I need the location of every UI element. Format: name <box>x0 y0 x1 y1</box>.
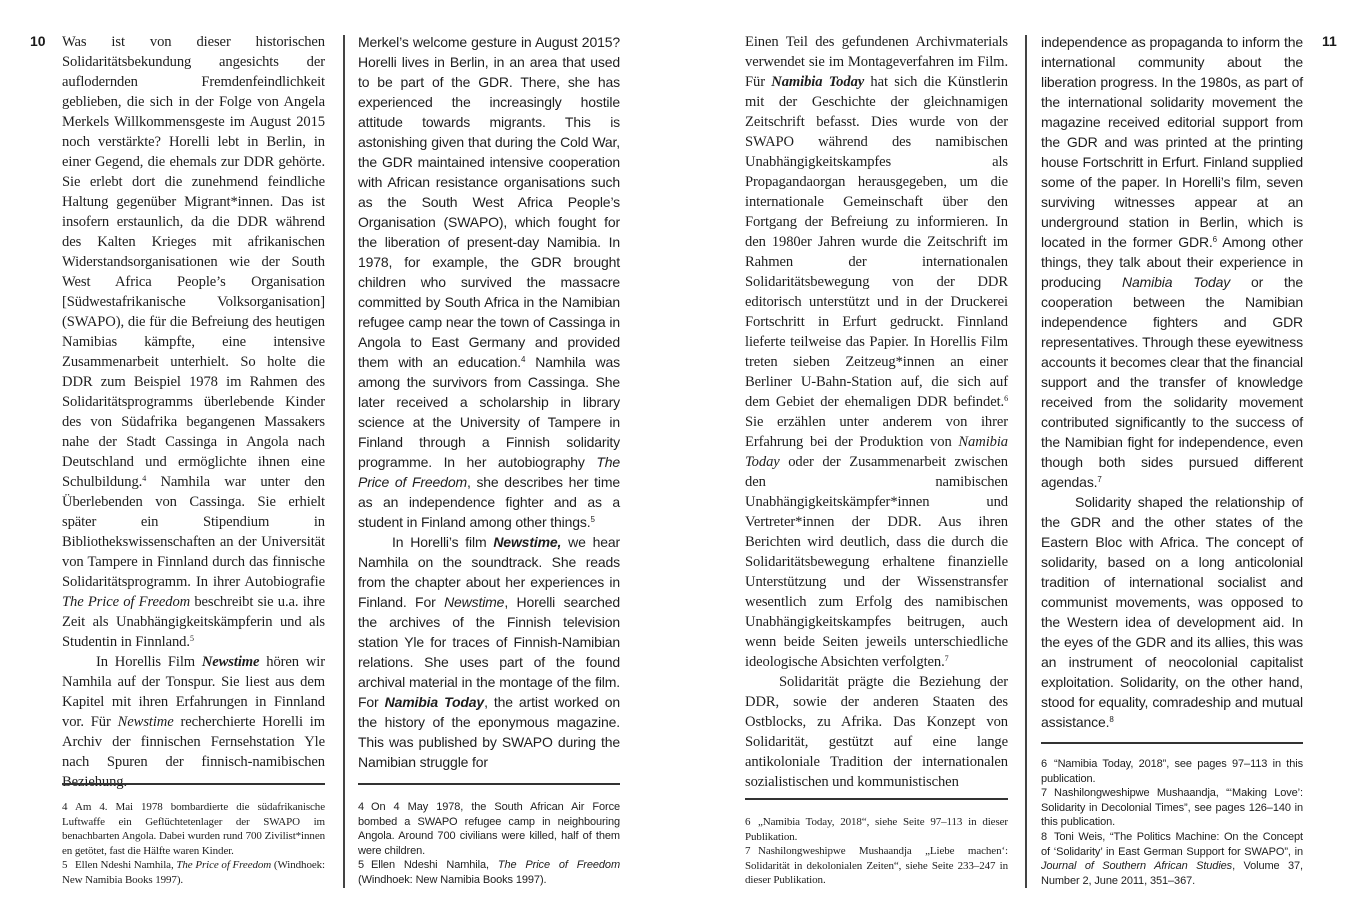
footnote-divider <box>358 783 620 785</box>
footnote-text: Toni Weis, “The Politics Machine: On the Concept of ‘Solidarity’ in East German Support for SWAPO”, in <box>1041 830 1303 858</box>
text: hören wir Namhila auf der Tonspur. Sie liest aus dem Kapitel mit ihren Erfahrungen in Finnland vor. Für <box>62 654 325 730</box>
text: , the artist worked on the history of the eponymous magazine. This was published by SWAPO during the Namibian struggle for <box>358 694 620 770</box>
left-german-footnotes <box>62 800 325 888</box>
footnote-text: (Windhoek: New Namibia Books 1997). <box>62 859 325 886</box>
paragraph <box>358 32 620 532</box>
footnote-text: Nashilongweshipwe Mushaandja, “‘Making Love’: Solidarity in Decolonial Times”, see pages 126–140 in this publication. <box>1041 787 1303 829</box>
text: Einen Teil des gefundenen Archivmaterials verwendet sie im Montageverfahren im Film. Für <box>745 34 1008 90</box>
footnote-number: 6 <box>745 816 751 828</box>
footnote-ref[interactable]: 5 <box>590 515 595 524</box>
text: , she describes her time as an independence fighter and as a student in Finland among other things. <box>358 474 620 530</box>
footnote-number: 4 <box>62 801 68 813</box>
book-title: The Price of Freedom <box>62 594 191 610</box>
footnote-text: On 4 May 1978, the South African Air Force bombed a SWAPO refugee camp in neighbouring Angola. Around 700 civilians were killed, half of them were children. <box>358 801 620 857</box>
footnote-number: 4 <box>358 801 365 813</box>
footnote <box>1041 786 1303 830</box>
book-title: The Price of Freedom <box>497 859 621 872</box>
text: Namhila was among the survivors from Cassinga. She later received a scholarship in library science at the University of Tampere in Finland through a Finnish solidarity programme. In her autobiography <box>358 354 620 470</box>
column-divider <box>1025 35 1027 888</box>
footnote-ref[interactable]: 8 <box>1109 715 1114 724</box>
paragraph <box>62 32 325 652</box>
text: Namhila war unter den Überlebenden von Cassinga. Sie erhielt später ein Stipendium in Bibliothekswissenschaften an der Universität von Tampere in Finnland durch das finnische Solidaritätsprogramm. In ihrer Autobiografie <box>62 474 325 590</box>
text: In Horelli’s film <box>392 534 494 550</box>
film-title: Newstime <box>444 594 505 610</box>
footnote-ref[interactable]: 4 <box>521 355 526 364</box>
film-title: Namibia Today <box>384 694 485 710</box>
left-german-column <box>62 32 325 792</box>
right-english-column <box>1041 32 1303 732</box>
footnote-divider <box>1041 742 1303 744</box>
text: we hear Namhila on the soundtrack. She reads from the chapter about her experiences in Finland. For <box>358 534 621 610</box>
footnote <box>1041 757 1303 786</box>
journal-title: Journal of Southern African Studies <box>1041 860 1233 873</box>
book-title: The Price of Freedom <box>176 859 272 872</box>
footnote-text: , Volume 37, Number 2, June 2011, 351–367. <box>1041 860 1303 887</box>
film-title: Newstime <box>117 714 174 730</box>
text: , Horelli searched the archives of the Finnish television station Yle for traces of Finnish-Namibian relations. She uses part of the found archival material in the montage of the film. For <box>358 594 620 710</box>
left-english-footnotes <box>358 800 620 888</box>
column-divider <box>343 35 345 888</box>
footnote-divider <box>745 798 1008 800</box>
footnote-text: „Namibia Today, 2018“, siehe Seite 97–113 in dieser Publikation. <box>745 816 1008 843</box>
text: or the cooperation between the Namibian independence fighters and GDR representatives. Through these eyewitness accounts it becomes clear that the financial support and the transfer of knowledge received from the solidarity movement contributed significantly to the success of the Namibian fight for independence, even though both sides pursued different agendas. <box>1041 274 1304 490</box>
footnote-text: Ellen Ndeshi Namhila, <box>371 859 498 872</box>
film-title: Newstime <box>201 654 260 670</box>
paragraph <box>745 32 1008 672</box>
footnote-ref[interactable]: 7 <box>944 654 949 663</box>
text: hat sich die Künstlerin mit der Geschichte der gleichnamigen Zeitschrift befasst. Dies wurde von der SWAPO während des namibischen Unabhängigkeitskampfes als Propagandaorgan herausgegeben, um die internationale Gemeinschaft über den Fortgang der Befreiung zu informieren. In den 1980er Jahren wurde die Zeitschrift im Rahmen der internationalen Solidaritätsbewegung von der DDR editorisch unterstützt und in der Druckerei Fortschritt in Erfurt gedruckt. Finnland lieferte teilweise das Papier. In Horellis Film treten sieben Zeitzeug*innen an einer Berliner U-Bahn-Station auf, die sich auf dem Gebiet der ehemaligen DDR befindet. <box>745 74 1008 410</box>
text: recherchierte Horelli im Archiv der finnischen Fernsehstation Yle nach Spuren der finnisch-namibischen Beziehung. <box>62 714 326 790</box>
footnote-text: “Namibia Today, 2018”, see pages 97–113 in this publication. <box>1041 758 1303 785</box>
paragraph <box>358 532 620 772</box>
text: Merkel’s welcome gesture in August 2015? Horelli lives in Berlin, in an area that used to be part of the GDR. There, she has experienced the increasingly hostile attitude towards migrants. This is astonishing given that during the Cold War, the GDR maintained intensive cooperation with African resistance organisations such as the South West Africa People’s Organisation (SWAPO), which fought for the liberation of present-day Namibia. In 1978, for example, the GDR brought children who survived the massacre committed by South Africa in the Namibian refugee camp near the town of Cassinga in Angola to East Germany and provided them with an education. <box>358 34 620 370</box>
footnote <box>745 815 1008 844</box>
text: Sie erzählen unter anderem von ihrer Erfahrung bei der Produktion von <box>745 414 1008 450</box>
text: oder der Zusammenarbeit zwischen den namibischen Unabhängigkeitskämpfer*innen und Vertreter*innen der DDR. Aus ihren Berichten wird deutlich, dass die durch die Solidaritätsbewegung erhaltene finanzielle Unterstützung und der Wissenstransfer wesentlich zum Erfolg des namibischen Unabhängigkeitskampfes beitrugen, auch wenn beide Seiten jeweils unterschiedliche ideologische Absichten verfolgten. <box>745 454 1008 670</box>
footnote-text: Ellen Ndeshi Namhila, <box>75 859 177 872</box>
footnote-ref[interactable]: 5 <box>189 634 194 643</box>
footnote <box>358 858 620 887</box>
footnote-number: 7 <box>1041 787 1048 800</box>
footnote <box>745 844 1008 888</box>
paragraph <box>1041 492 1303 732</box>
footnote-ref[interactable]: 6 <box>1212 235 1217 244</box>
footnote <box>62 858 325 887</box>
footnote-ref[interactable]: 7 <box>1097 475 1102 484</box>
film-title: Newstime, <box>493 534 562 550</box>
paragraph <box>62 652 325 792</box>
right-english-footnotes <box>1041 757 1303 888</box>
text: Among other things, they talk about their experience in producing <box>1041 234 1303 290</box>
left-english-column <box>358 32 620 772</box>
footnote <box>358 800 620 858</box>
footnote-number: 7 <box>745 845 751 858</box>
book-title: The Price of Freedom <box>358 454 620 490</box>
footnote-divider <box>62 783 325 785</box>
right-german-column <box>745 32 1008 792</box>
text: In Horellis Film <box>96 654 202 670</box>
text: independence as propaganda to inform the international community about the liberation progress. In the 1980s, as part of the international solidarity movement the magazine received editorial support from the GDR and was printed at the printing house Fortschritt in Erfurt. Finland supplied some of the paper. In Horelli’s film, seven surviving witnesses appear at an underground station in Berlin, which is located in the former GDR. <box>1041 34 1303 250</box>
footnote-ref[interactable]: 6 <box>1004 394 1008 403</box>
magazine-title: Namibia Today <box>771 74 865 90</box>
magazine-title: Namibia Today <box>1122 274 1231 290</box>
footnote-ref[interactable]: 4 <box>142 474 147 483</box>
page-number-left: 10 <box>30 33 46 49</box>
paragraph: Solidarität prägte die Beziehung der DDR, sowie der anderen Staaten des Ostblocks, zu Afrika. Das Konzept von Solidarität, gestützt auf eine lange antikoloniale Tradition der internationalen sozialistischen und kommunistischen <box>745 674 1008 790</box>
footnote-number: 5 <box>358 859 365 872</box>
footnote-text: (Windhoek: New Namibia Books 1997). <box>358 873 547 886</box>
magazine-title: Namibia Today <box>745 434 1008 470</box>
footnote <box>62 800 325 858</box>
text: Solidarity shaped the relationship of the GDR and the other states of the Eastern Bloc with Africa. The concept of solidarity, based on a long anticolonial tradition of international socialist and communist movements, was opposed to the Western idea of development aid. In the eyes of the GDR and its allies, this was an instrument of neocolonial capitalist exploitation. Solidarity, on the other hand, stood for equality, comradeship and mutual assistance. <box>1041 494 1303 730</box>
footnote-number: 6 <box>1041 758 1048 770</box>
footnote-number: 5 <box>62 859 68 872</box>
paragraph <box>1041 32 1303 492</box>
footnote-number: 8 <box>1041 830 1048 843</box>
text: Was ist von dieser historischen Solidaritätsbekundung angesichts der auflodernden Fremdenfeindlichkeit geblieben, die sich in der Folge von Angela Merkels Willkommensgeste im August 2015 noch verstärkte? Horelli lebt in Berlin, in einer Gegend, die ehemals zur DDR gehörte. Sie erlebt dort die zunehmend feindliche Haltung gegenüber Migrant*innen. Das ist insofern erstaunlich, da die DDR während des Kalten Krieges mit afrikanischen Widerstandsorganisationen wie der South West Africa People’s Organisation [Südwestafrikanische Volksorganisation] (SWAPO), die für die Befreiung des heutigen Namibias kämpfte, eine intensive Zusammenarbeit unterhielt. So holte die DDR zum Beispiel 1978 im Rahmen des Solidaritätsprogramms überlebende Kinder des von Südafrika begangenen Massakers nahe der Stadt Cassinga in Angola nach Deutschland und ermöglichte ihnen eine Schulbildung. <box>62 34 325 490</box>
footnote-text: Am 4. Mai 1978 bombardierte die südafrikanische Luftwaffe ein Geflüchtetenlager der SWAPO im benachbarten Angola. Dabei wurden rund 700 Zivilist*innen en getötet, fast die Hälfte waren Kinder. <box>62 801 325 857</box>
footnote-text: Nashilongweshipwe Mushaandja „Liebe machen‘: Solidarität in dekolonialen Zeiten“, siehe Seite 233–247 in dieser Publikation. <box>745 845 1008 887</box>
page-number-right: 11 <box>1322 33 1337 49</box>
text: beschreibt sie u.a. ihre Zeit als Unabhängigkeitskämpferin und als Studentin in Finnland. <box>62 594 325 650</box>
right-german-footnotes <box>745 815 1008 888</box>
footnote <box>1041 830 1303 888</box>
